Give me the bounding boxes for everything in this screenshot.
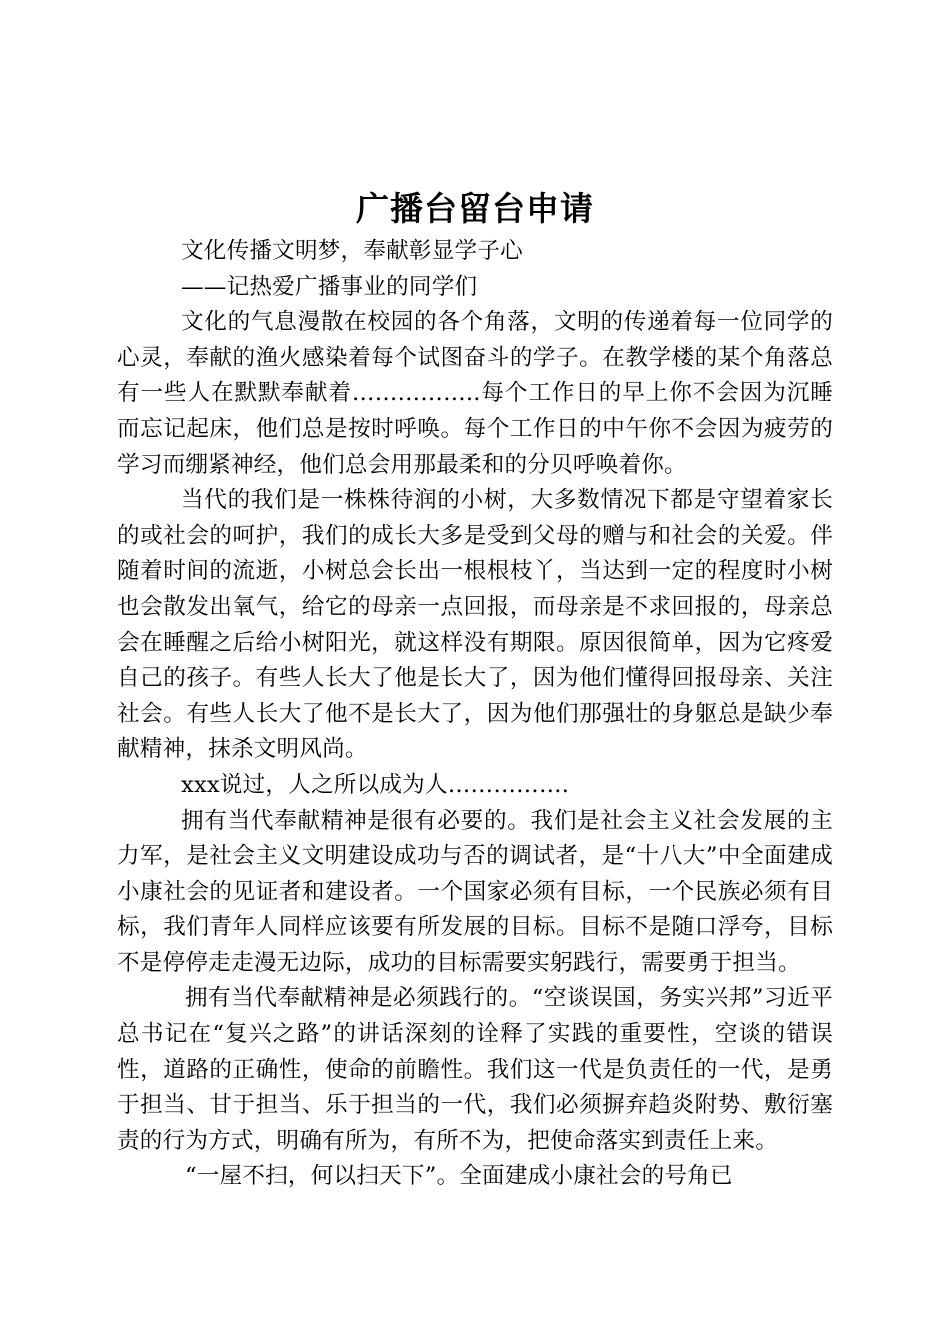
document-body <box>117 234 833 1195</box>
paragraph-2: 当代的我们是一株株待润的小树，大多数情况下都是守望着家长的或社会的呵护，我们的成长大多是受到父母的赠与和社会的关爱。伴随着时间的流逝，小树总会长出一根根枝丫，当达到一定的程度时小树也会散发出氧气，给它的母亲一点回报，而母亲是不求回报的，母亲总会在睡醒之后给小树阳光，就这样没有期限。原因很简单，因为它疼爱自己的孩子。有些人长大了他是长大了，因为他们懂得回报母亲、关注社会。有些人长大了他不是长大了，因为他们那强壮的身躯总是缺少奉献精神，抹杀文明风尚。 <box>117 487 833 763</box>
paragraph-3: xxx说过，人之所以成为人……………. <box>181 771 570 798</box>
paragraph-1: 文化的气息漫散在校园的各个角落，文明的传递着每一位同学的心灵，奉献的渔火感染着每个试图奋斗的学子。在教学楼的某个角落总有一些人在默默奉献着……………..每个工作日的早上你不会因为沉睡而忘记起床，他们总是按时呼唤。每个工作日的中午你不会因为疲劳的学习而绷紧神经，他们总会用那最柔和的分贝呼唤着你。 <box>117 309 833 478</box>
document-title: 广播台留台申请 <box>356 189 594 228</box>
subtitle-line: 文化传播文明梦，奉献彰显学子心 <box>181 238 523 264</box>
paragraph-5: 拥有当代奉献精神是必须践行的。“空谈误国，务实兴邦”习近平总书记在“复兴之路”的讲话深刻的诠释了实践的重要性，空谈的错误性，道路的正确性，使命的前瞻性。我们这一代是负责任的一代，是勇于担当、甘于担当、乐于担当的一代，我们必须摒弃趋炎附势、敷衍塞责的行为方式，明确有所为，有所不为，把使命落实到责任上来。 <box>117 985 833 1154</box>
paragraph-6: “一屋不扫，何以扫天下”。全面建成小康社会的号角已 <box>185 1163 733 1190</box>
paragraph-4: 拥有当代奉献精神是很有必要的。我们是社会主义社会发展的主力军，是社会主义文明建设成功与否的调试者，是“十八大”中全面建成小康社会的见证者和建设者。一个国家必须有目标，一个民族必须有目标，我们青年人同样应该要有所发展的目标。目标不是随口浮夸，目标不是停停走走漫无边际，成功的目标需要实躬践行，需要勇于担当。 <box>117 807 833 976</box>
subtitle-dedication: ——记热爱广播事业的同学们 <box>181 273 478 300</box>
